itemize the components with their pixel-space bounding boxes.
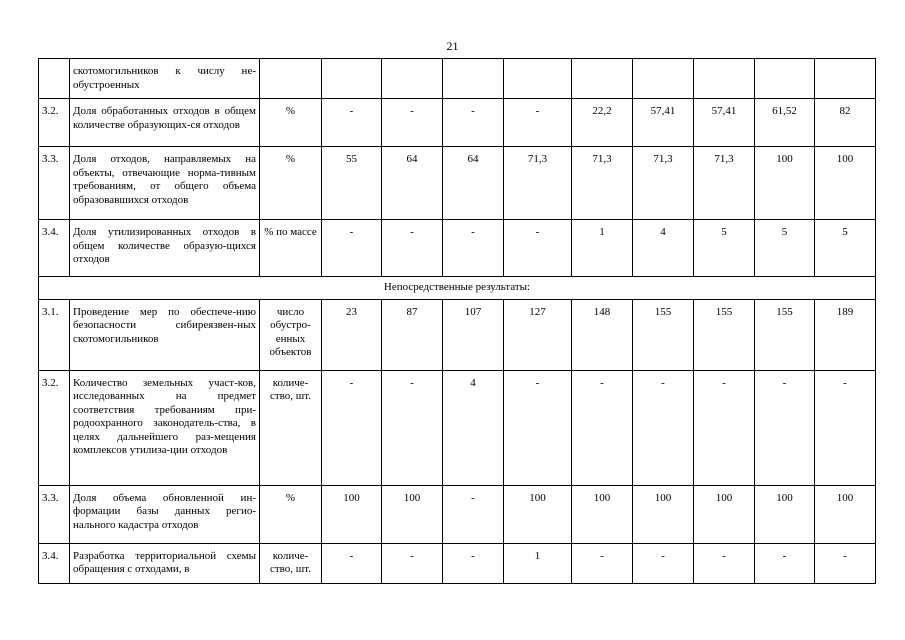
table-row — [39, 543, 876, 583]
value-cell: 100 — [322, 485, 382, 543]
value-cell: 71,3 — [572, 147, 633, 220]
row-unit: % по массе — [260, 220, 322, 277]
row-code: 3.1. — [39, 299, 70, 370]
value-cell: 189 — [815, 299, 876, 370]
value-cell: 100 — [572, 485, 633, 543]
value-cell: - — [755, 370, 815, 485]
section-title: Непосредственные результаты: — [39, 277, 876, 300]
value-cell — [382, 59, 443, 99]
row-code: 3.3. — [39, 485, 70, 543]
row-name: Доля отходов, направляемых на объекты, отвечающие норма-тивным требованиям, от общего объема образовавшихся отходов — [70, 147, 260, 220]
value-cell: 55 — [322, 147, 382, 220]
value-cell — [504, 59, 572, 99]
value-cell: 155 — [633, 299, 694, 370]
value-cell: - — [633, 370, 694, 485]
table-row — [39, 99, 876, 147]
value-cell: 71,3 — [633, 147, 694, 220]
table-row — [39, 370, 876, 485]
table-row — [39, 59, 876, 99]
value-cell: - — [694, 543, 755, 583]
value-cell: - — [815, 543, 876, 583]
value-cell: 1 — [504, 543, 572, 583]
value-cell: 4 — [633, 220, 694, 277]
value-cell: - — [322, 370, 382, 485]
value-cell: - — [322, 543, 382, 583]
row-name: Количество земельных участ-ков, исследованных на предмет соответствия требованиям при-родоохранного законодатель-ства, в целях дальнейшего раз-мещения комплексов утилиза-ции отходов — [70, 370, 260, 485]
table-body-results — [39, 299, 876, 583]
row-name: Доля обработанных отходов в общем количестве образующих-ся отходов — [70, 99, 260, 147]
value-cell: 64 — [382, 147, 443, 220]
value-cell: - — [443, 220, 504, 277]
value-cell: 5 — [694, 220, 755, 277]
row-unit: число обустро-енных объектов — [260, 299, 322, 370]
row-unit: % — [260, 99, 322, 147]
value-cell: 64 — [443, 147, 504, 220]
value-cell: 127 — [504, 299, 572, 370]
table-body-targets — [39, 59, 876, 277]
section-row — [39, 277, 876, 300]
value-cell: 23 — [322, 299, 382, 370]
row-code: 3.4. — [39, 220, 70, 277]
row-name: Доля объема обновленной ин-формации базы данных регио-нального кадастра отходов — [70, 485, 260, 543]
value-cell: 100 — [504, 485, 572, 543]
value-cell: - — [504, 370, 572, 485]
value-cell: 87 — [382, 299, 443, 370]
table-row — [39, 299, 876, 370]
value-cell: - — [382, 220, 443, 277]
value-cell: - — [443, 485, 504, 543]
value-cell: - — [443, 99, 504, 147]
row-code: 3.3. — [39, 147, 70, 220]
value-cell: 71,3 — [694, 147, 755, 220]
row-code — [39, 59, 70, 99]
value-cell: - — [815, 370, 876, 485]
value-cell: - — [755, 543, 815, 583]
value-cell: 22,2 — [572, 99, 633, 147]
value-cell: - — [504, 220, 572, 277]
row-unit: количе-ство, шт. — [260, 370, 322, 485]
value-cell — [694, 59, 755, 99]
value-cell: 148 — [572, 299, 633, 370]
value-cell: 100 — [815, 147, 876, 220]
value-cell: 100 — [815, 485, 876, 543]
row-name: скотомогильников к числу не-обустроенных — [70, 59, 260, 99]
value-cell: 57,41 — [633, 99, 694, 147]
value-cell: 100 — [755, 147, 815, 220]
value-cell: 155 — [694, 299, 755, 370]
value-cell — [322, 59, 382, 99]
value-cell: - — [694, 370, 755, 485]
value-cell — [815, 59, 876, 99]
value-cell: - — [382, 543, 443, 583]
value-cell: - — [504, 99, 572, 147]
value-cell: 1 — [572, 220, 633, 277]
value-cell: 61,52 — [755, 99, 815, 147]
value-cell: - — [443, 543, 504, 583]
value-cell: 82 — [815, 99, 876, 147]
value-cell: 107 — [443, 299, 504, 370]
value-cell: - — [322, 99, 382, 147]
table-row — [39, 147, 876, 220]
row-unit: % — [260, 147, 322, 220]
value-cell: 100 — [633, 485, 694, 543]
row-name: Доля утилизированных отходов в общем количестве образую-щихся отходов — [70, 220, 260, 277]
value-cell: - — [322, 220, 382, 277]
value-cell: 100 — [694, 485, 755, 543]
indicators-table — [38, 58, 876, 584]
row-unit: % — [260, 485, 322, 543]
row-unit — [260, 59, 322, 99]
value-cell: 155 — [755, 299, 815, 370]
table-section — [39, 277, 876, 300]
value-cell: 5 — [755, 220, 815, 277]
value-cell — [443, 59, 504, 99]
page-number: 21 — [446, 39, 459, 53]
value-cell: 5 — [815, 220, 876, 277]
row-name: Разработка территориальной схемы обращения с отходами, в — [70, 543, 260, 583]
value-cell: - — [382, 99, 443, 147]
row-code: 3.4. — [39, 543, 70, 583]
row-name: Проведение мер по обеспече-нию безопасности сибиреязвен-ных скотомогильников — [70, 299, 260, 370]
value-cell: - — [572, 370, 633, 485]
table-row — [39, 220, 876, 277]
value-cell: 100 — [755, 485, 815, 543]
value-cell: - — [633, 543, 694, 583]
value-cell: 100 — [382, 485, 443, 543]
value-cell: 71,3 — [504, 147, 572, 220]
value-cell — [572, 59, 633, 99]
value-cell: - — [572, 543, 633, 583]
value-cell: 4 — [443, 370, 504, 485]
value-cell: - — [382, 370, 443, 485]
row-unit: количе-ство, шт. — [260, 543, 322, 583]
row-code: 3.2. — [39, 99, 70, 147]
row-code: 3.2. — [39, 370, 70, 485]
value-cell — [755, 59, 815, 99]
value-cell — [633, 59, 694, 99]
value-cell: 57,41 — [694, 99, 755, 147]
table-row — [39, 485, 876, 543]
